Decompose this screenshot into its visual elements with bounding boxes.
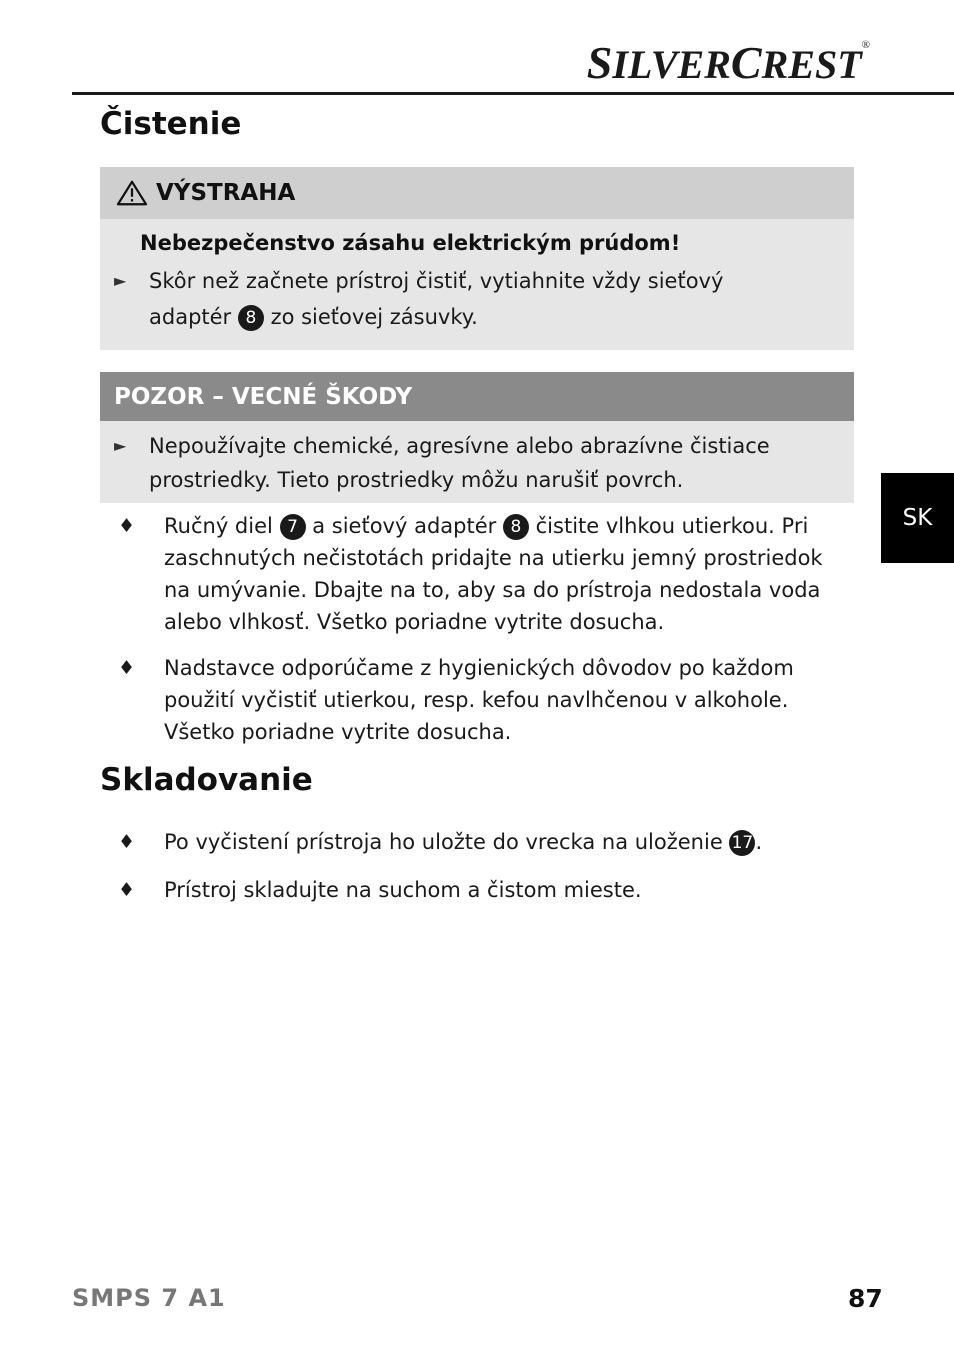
bullet2-line1: Nadstavce odporúčame z hygienických dôvodov po každom	[164, 656, 794, 680]
bullet1-part3: čistite vlhkou utierkou. Pri	[535, 514, 809, 538]
diamond-bullet-icon: ♦	[118, 831, 136, 853]
footer-model-number: SMPS 7 A1	[72, 1284, 226, 1312]
warning-item-line2-end: zo sieťovej zásuvky.	[270, 305, 478, 329]
section-title-storage: Skladovanie	[100, 762, 313, 798]
warning-item	[100, 263, 854, 335]
reference-number-8: 8	[238, 305, 264, 331]
storage-bullet1-text: Po vyčistení prístroja ho uložte do vrecka na uloženie	[164, 830, 723, 854]
list-item	[100, 510, 860, 638]
diamond-bullet-icon: ♦	[118, 515, 136, 537]
logo-word-silver: ILVER	[612, 42, 731, 87]
list-item	[100, 826, 860, 858]
footer-page-number: 87	[848, 1284, 883, 1313]
storage-bullet1-suffix: .	[755, 830, 763, 854]
bullet1-line4: alebo vlhkosť. Všetko poriadne vytrite dosucha.	[164, 610, 665, 634]
warning-triangle-icon	[114, 179, 150, 207]
warning-subtitle: Nebezpečenstvo zásahu elektrickým prúdom!	[140, 231, 681, 255]
cleaning-bullet-list	[100, 510, 860, 748]
language-tab-label: SK	[902, 505, 933, 531]
registered-mark: ®	[861, 39, 870, 51]
caution-header	[100, 372, 854, 421]
reference-number-17: 17	[729, 830, 755, 856]
warning-header	[100, 167, 854, 219]
bullet1-part1: Ručný diel	[164, 514, 273, 538]
reference-number-8: 8	[503, 514, 529, 540]
warning-box	[100, 167, 854, 350]
caution-item-line1: Nepoužívajte chemické, agresívne alebo abrazívne čistiace	[149, 434, 770, 458]
caution-item-line2: prostriedky. Tieto prostriedky môžu narušiť povrch.	[149, 468, 684, 492]
silvercrest-logo	[586, 37, 870, 88]
list-item	[100, 874, 860, 906]
bullet2-line2: použití vyčistiť utierkou, resp. kefou navlhčenou v alkohole.	[164, 688, 789, 712]
logo-letter-c: C	[730, 37, 762, 88]
reference-number-7: 7	[280, 514, 306, 540]
warning-item-line1: Skôr než začnete prístroj čistiť, vytiahnite vždy sieťový	[149, 269, 724, 293]
bullet1-line2: zaschnutých nečistotách pridajte na utierku jemný prostriedok	[164, 546, 823, 570]
warning-label: VÝSTRAHA	[156, 180, 296, 206]
diamond-bullet-icon: ♦	[118, 657, 136, 679]
list-item	[100, 652, 860, 748]
language-tab-sk	[881, 473, 954, 563]
warning-item-line2-text: adaptér	[149, 305, 232, 329]
bullet2-line3: Všetko poriadne vytrite dosucha.	[164, 720, 512, 744]
caution-box	[100, 372, 854, 503]
header-rule	[72, 92, 954, 95]
logo-letter-s: S	[586, 37, 613, 88]
caution-label: POZOR – VECNÉ ŠKODY	[114, 383, 413, 410]
section-title-cleaning: Čistenie	[100, 106, 242, 142]
logo-word-crest: REST	[761, 42, 862, 87]
diamond-bullet-icon: ♦	[118, 879, 136, 901]
arrow-icon: ►	[114, 271, 127, 290]
storage-bullet-list	[100, 826, 860, 906]
bullet1-line3: na umývanie. Dbajte na to, aby sa do prístroja nedostala voda	[164, 578, 821, 602]
bullet1-part2: a sieťový adaptér	[312, 514, 497, 538]
caution-item	[100, 429, 854, 497]
arrow-icon: ►	[114, 436, 127, 455]
storage-bullet2-text: Prístroj skladujte na suchom a čistom mieste.	[164, 878, 642, 902]
